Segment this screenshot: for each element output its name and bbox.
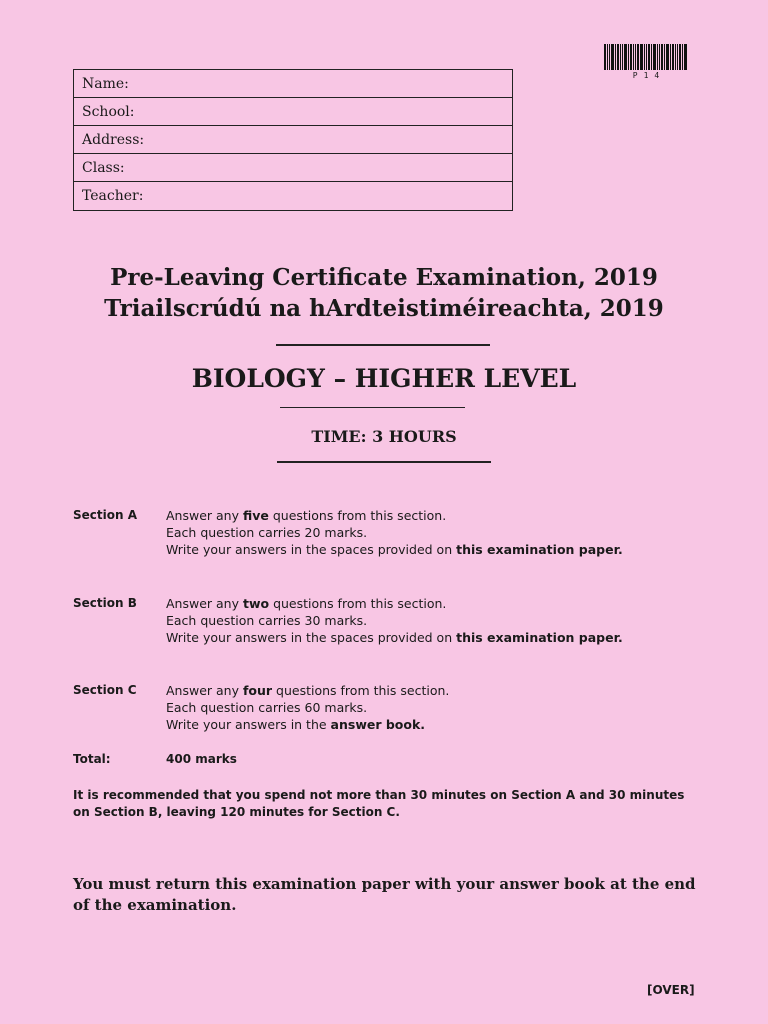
time-allowed: TIME: 3 HOURS [311,427,457,446]
candidate-details-box [73,69,513,211]
subject-title: BIOLOGY – HIGHER LEVEL [191,364,577,393]
barcode-bars [604,44,694,70]
barcode-code: P14 [632,71,666,80]
exam-title-irish: Triailscrúdú na hArdteistiméireachta, 2019 [104,295,664,322]
section-a-instructions: Answer any five questions from this section. Each question carries 20 marks. Write your answers in the spaces provided on this examination paper. [166,508,623,557]
teacher-field[interactable]: Teacher: [82,188,144,204]
total-marks: 400 marks [166,752,237,766]
section-c-label: Section C [73,683,137,697]
divider [277,461,491,463]
address-field[interactable]: Address: [74,126,512,154]
section-b-label: Section B [73,596,137,610]
time-recommendation: It is recommended that you spend not more than 30 minutes on Section A and 30 minutes on Section B, leaving 120 minutes for Section C. [73,788,685,819]
barcode [604,44,694,80]
total-label: Total: [73,752,111,766]
divider [280,407,465,408]
name-field[interactable]: Name: [74,70,512,98]
section-c-instructions: Answer any four questions from this section. Each question carries 60 marks. Write your answers in the answer book. [166,683,450,732]
school-field[interactable]: School: [74,98,512,126]
return-notice: You must return this examination paper with your answer book at the end of the examination. [73,875,696,914]
divider [276,344,490,346]
section-a-label: Section A [73,508,137,522]
section-b-instructions: Answer any two questions from this section. Each question carries 30 marks. Write your answers in the spaces provided on this examination paper. [166,596,623,645]
class-field[interactable]: Class: [74,154,512,182]
over-marker: [OVER] [647,983,695,997]
exam-title: Pre-Leaving Certificate Examination, 2019 [110,264,658,291]
